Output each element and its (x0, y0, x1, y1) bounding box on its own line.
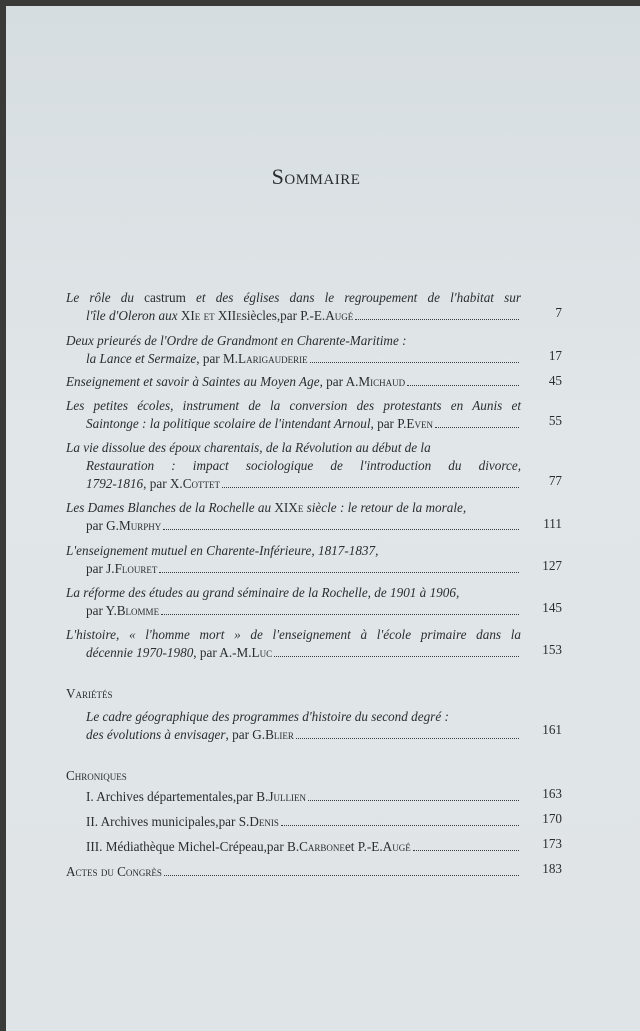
toc-entry[interactable]: Le cadre géographique des programmes d'histoire du second degré : des évolutions à envisager , par G. Blier (86, 708, 586, 744)
page-number: 173 (542, 836, 562, 851)
page-number: 45 (548, 373, 562, 388)
dot-leader (308, 800, 519, 801)
dot-leader (159, 572, 519, 573)
toc-entry[interactable]: Deux prieurés de l'Ordre de Grandmont en Charente-Maritime : la Lance et Sermaize , par M. Larigauderie (66, 332, 566, 368)
toc-entry[interactable]: Les petites écoles, instrument de la conversion des protestants en Aunis et Saintonge : la politique scolaire de l'intendant Arnoul , par P. Even (66, 398, 521, 431)
page-number: 7 (555, 305, 562, 320)
dot-leader (310, 362, 519, 363)
toc-entry[interactable]: La réforme des études au grand séminaire de la Rochelle, de 1901 à 1906, par Y. Blomme (66, 584, 566, 620)
page-number: 111 (543, 516, 562, 531)
document-page (6, 6, 640, 1031)
dot-leader (355, 319, 519, 320)
page-number: 55 (548, 413, 562, 428)
dot-leader (407, 385, 519, 386)
dot-leader (281, 825, 519, 826)
dot-leader (164, 875, 519, 876)
toc-entry[interactable]: III. Médiathèque Michel-Crépeau, par B. Carbone et P.-E. Augé (86, 838, 586, 856)
page-number: 77 (548, 473, 562, 488)
dot-leader (274, 656, 519, 657)
toc-entry[interactable]: I. Archives départementales, par B. Jullien (86, 788, 586, 806)
toc-entry[interactable]: L'enseignement mutuel en Charente-Inférieure, 1817-1837, par J. Flouret (66, 542, 566, 578)
section-heading-varietes: Variétés (66, 686, 113, 701)
dot-leader (413, 850, 519, 851)
toc-entry[interactable]: Actes du Congrès (66, 863, 566, 881)
toc-entry[interactable]: L'histoire, « l'homme mort » de l'enseignement à l'école primaire dans la décennie 1970-1980 , par A.-M. Luc (66, 627, 521, 660)
dot-leader (296, 738, 519, 739)
toc-entry[interactable]: Le rôle du castrum et des églises dans le regroupement de l'habitat sur l'île d'Oleron aux XIe et XIIe siècles, par P.-E. Augé (66, 290, 522, 323)
toc-entry[interactable]: Les Dames Blanches de la Rochelle au XIXe siècle : le retour de la morale, par G. Murphy (66, 499, 566, 535)
page-title: Sommaire (271, 164, 361, 189)
page-number: 127 (542, 558, 562, 573)
toc-entry[interactable]: La vie dissolue des époux charentais, de la Révolution au début de la Restauration : impact sociologique de l'introduction du divorce, 1792-1816 , par X. Cottet (66, 440, 521, 491)
toc-entry[interactable]: II. Archives municipales, par S. Denis (86, 813, 586, 831)
page-number: 170 (542, 811, 562, 826)
page-number: 183 (542, 861, 562, 876)
toc-entry[interactable]: Enseignement et savoir à Saintes au Moyen Age , par A. Michaud (66, 373, 566, 391)
page-number: 163 (542, 786, 562, 801)
page-number: 145 (542, 600, 562, 615)
dot-leader (161, 614, 519, 615)
page-number: 17 (548, 348, 562, 363)
page-number: 153 (542, 642, 562, 657)
dot-leader (222, 487, 519, 488)
section-heading-chroniques: Chroniques (66, 768, 127, 783)
dot-leader (435, 427, 519, 428)
dot-leader (163, 529, 519, 530)
page-number: 161 (542, 722, 562, 737)
